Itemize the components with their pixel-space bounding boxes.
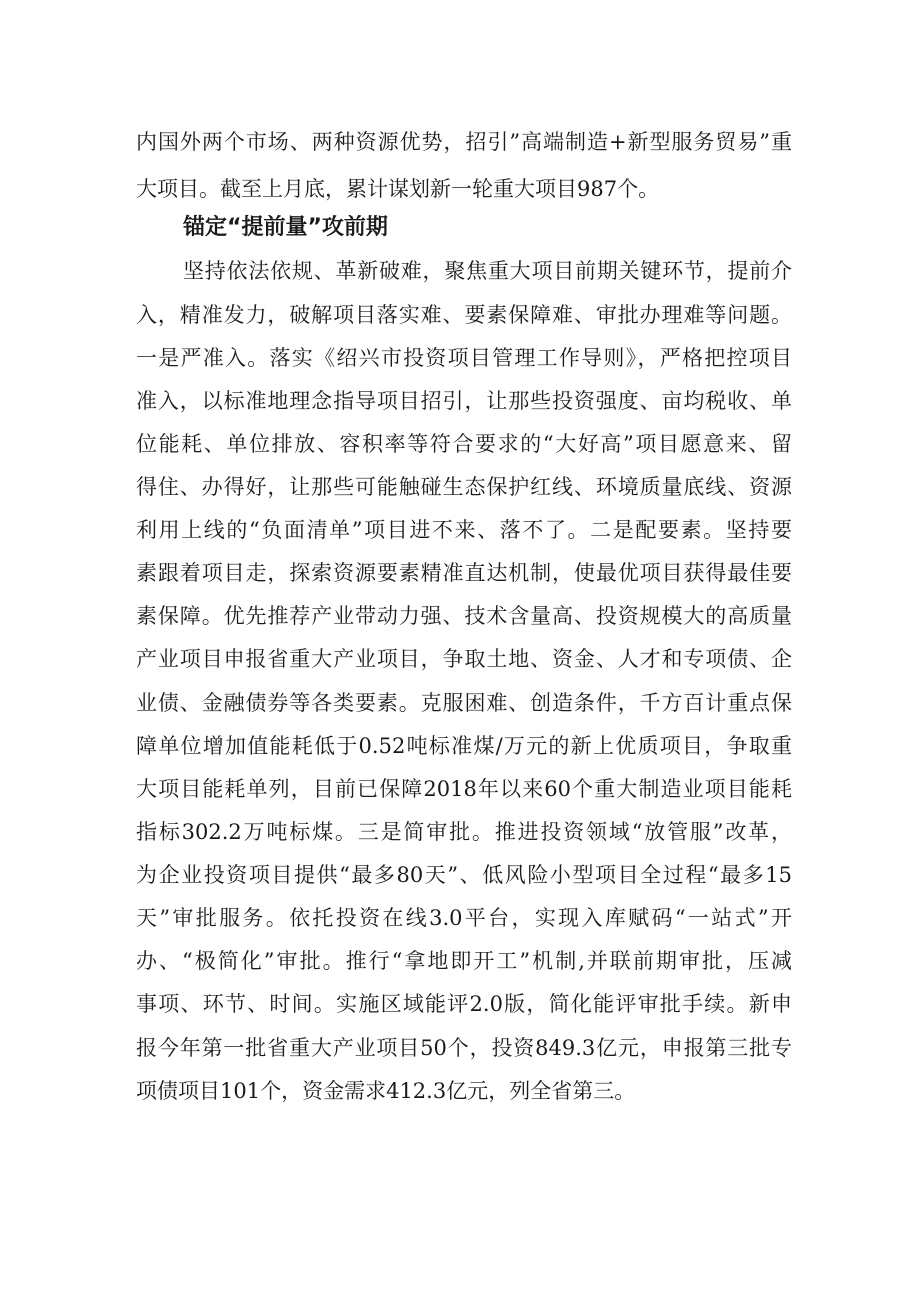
paragraph-line: 坚持依法依规、革新破难，聚焦重大项目前期关键环节，提前介: [183, 259, 792, 283]
paragraph-line: 素跟着项目走，探索资源要素精准直达机制，使最优项目获得最佳要: [136, 561, 792, 585]
paragraph-line: 指标302.2万吨标煤。三是简审批。推进投资领域“放管服”改革，: [136, 820, 792, 844]
paragraph-line: 位能耗、单位排放、容积率等符合要求的“大好高”项目愿意来、留: [136, 432, 792, 456]
paragraph-line: 产业项目申报省重大产业项目，争取土地、资金、人才和专项债、企: [136, 647, 792, 671]
paragraph-line: 得住、办得好，让那些可能触碰生态保护红线、环境质量底线、资源: [136, 475, 792, 499]
section-heading: 锚定“提前量”攻前期: [183, 215, 388, 240]
paragraph-line: 事项、环节、时间。实施区域能评2.0版，简化能评审批手续。新申: [136, 992, 792, 1016]
paragraph-line: 入，精准发力，破解项目落实难、要素保障难、审批办理难等问题。: [136, 303, 792, 327]
paragraph-line: 天”审批服务。依托投资在线3.0平台，实现入库赋码“一站式”开: [136, 906, 792, 930]
paragraph-line: 报今年第一批省重大产业项目50个，投资849.3亿元，申报第三批专: [136, 1036, 792, 1060]
paragraph-line: 一是严准入。落实《绍兴市投资项目管理工作导则》，严格把控项目: [136, 346, 792, 370]
paragraph-line: 办、“极简化”审批。推行“拿地即开工”机制,并联前期审批，压减: [136, 949, 792, 973]
paragraph-line: 素保障。优先推荐产业带动力强、技术含量高、投资规模大的高质量: [136, 604, 792, 628]
paragraph-line: 为企业投资项目提供“最多80天”、低风险小型项目全过程“最多15: [136, 863, 792, 887]
paragraph-line: 利用上线的“负面清单”项目进不来、落不了。二是配要素。坚持要: [136, 518, 792, 542]
paragraph-line: 准入，以标准地理念指导项目招引，让那些投资强度、亩均税收、单: [136, 389, 792, 413]
paragraph-line: 障单位增加值能耗低于0.52吨标准煤/万元的新上优质项目，争取重: [136, 734, 792, 758]
paragraph-line: 项债项目101个，资金需求412.3亿元，列全省第三。: [136, 1079, 636, 1103]
paragraph-line: 业债、金融债券等各类要素。克服困难、创造条件，千方百计重点保: [136, 691, 792, 715]
paragraph-line: 大项目能耗单列，目前已保障2018年以来60个重大制造业项目能耗: [136, 777, 792, 801]
text-line: 内国外两个市场、两种资源优势，招引”高端制造+新型服务贸易”重: [136, 130, 792, 154]
text-line: 大项目。截至上月底，累计谋划新一轮重大项目987个。: [136, 177, 660, 201]
